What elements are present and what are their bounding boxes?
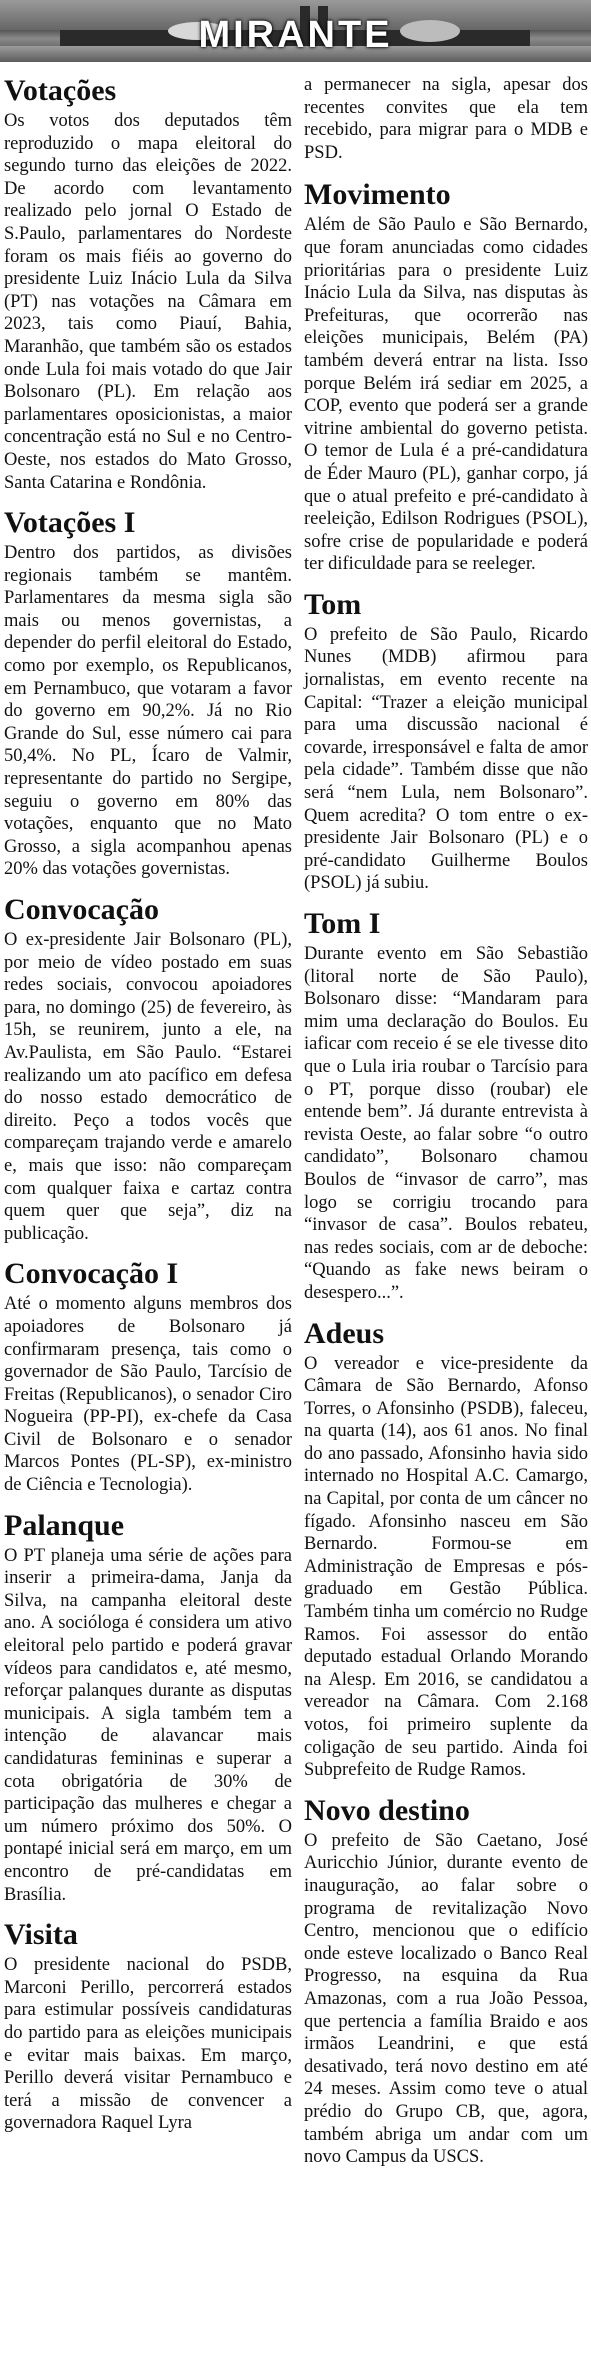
news-heading: Novo destino	[304, 1793, 470, 1827]
column-title: MIRANTE	[198, 14, 393, 56]
news-body: Dentro dos partidos, as divisões regionais também se mantêm. Parlamentares da mesma sigla são mais ou menos governistas, a depender do perfil eleitoral do Estado, como por exemplo, os Republicanos, em Pernambuco, que votaram a favor do governo em 90,2%. Já no Rio Grande do Sul, esse número cai para 50,4%. No PL, Ícaro de Valmir, representante do partido no Sergipe, seguiu o governo em 80% das votações, enquanto que no Mato Grosso, a sigla acompanhou apenas 20% das votações governistas.	[4, 543, 292, 880]
news-body: a permanecer na sigla, apesar dos recentes convites que ela tem recebido, para migrar para o MDB e PSD.	[304, 75, 588, 163]
news-body: O presidente nacional do PSDB, Marconi Perillo, percorrerá estados para estimular possíveis candidaturas do partido para as eleições municipais e evitar mais baixas. Em março, Perillo deverá visitar Pernambuco e terá a missão de convencer a governadora Raquel Lyra	[4, 1955, 292, 2134]
news-body: O PT planeja uma série de ações para inserir a primeira-dama, Janja da Silva, na campanha eleitoral deste ano. A socióloga é considera um ativo eleitoral pelo partido e poderá gravar vídeos para candidatos e, até mesmo, reforçar palanques durante as disputas municipais. A sigla também tem a intenção de alavancar mais candidaturas femininas e superar a cota obrigatória de 30% de participação das mulheres e chegar a um número próximo dos 50%. O pontapé inicial será em março, em um encontro de pré-candidatas em Brasília.	[4, 1545, 292, 1905]
news-item	[304, 907, 588, 1305]
news-item	[304, 588, 588, 895]
news-body: O prefeito de São Caetano, José Auricchio Júnior, durante evento de inauguração, ao falar sobre o programa de revitalização Novo Centro, mencionou que o edifício onde esteve localizado o Banco Real Progresso, na esquina da Rua Amazonas, com a rua João Pessoa, que pertencia a família Braido e aos irmãos Leandrini, e que está desativado, terá novo destino em até 24 meses. Assim como teve o atual prédio do Grupo CB, que, agora, também abriga um andar com um novo Campus da USCS.	[304, 1830, 588, 2168]
news-item	[4, 893, 292, 1245]
news-item	[4, 1257, 292, 1496]
news-body: Até o momento alguns membros dos apoiadores de Bolsonaro já confirmaram presença, tais como o governador de São Paulo, Tarcísio de Freitas (Republicanos), o senador Ciro Nogueira (PP-PI), ex-chefe da Casa Civil de Bolsonaro e o senador Marcos Pontes (PL-SP), ex-ministro de Ciência e Tecnologia).	[4, 1294, 292, 1496]
news-heading: Votações	[4, 74, 117, 107]
right-column	[304, 68, 588, 2181]
news-heading: Votações I	[4, 506, 136, 540]
news-item	[304, 178, 588, 576]
news-body: Durante evento em São Sebastião (litoral norte de São Paulo), Bolsonaro disse: “Mandaram para mim uma declaração do Boulos. Eu iaficar com receio é se ele tivesse dito que o Lula iria roubar o Tarcísio para o PT, porque disso (roubar) ele entende bem”. Já durante entrevista à revista Oeste, ao falar sobre “o outro candidato”, Bolsonaro chamou Boulos de “invasor de carro”, mas logo se corrigiu trocando para “invasor de casa”. Boulos rebateu, nas redes sociais, com ar de deboche: “Quando as fake news beiram o desespero...”.	[304, 944, 588, 1303]
news-item	[304, 1794, 588, 2169]
news-heading: Convocação	[4, 893, 159, 926]
news-item	[4, 1918, 292, 2135]
news-item-continuation	[304, 74, 588, 164]
news-item	[4, 74, 292, 494]
news-item	[4, 506, 292, 881]
news-heading: Visita	[4, 1918, 78, 1952]
news-heading: Palanque	[4, 1508, 125, 1542]
news-heading: Adeus	[304, 1316, 385, 1350]
news-body: Os votos dos deputados têm reproduzido o mapa eleitoral do segundo turno das eleições de 2022. De acordo com levantamento realizado pelo jornal O Estado de S.Paulo, parlamentares do Nordeste foram os mais fiéis ao governo do presidente Luiz Inácio Lula da Silva (PT) nas votações na Câmara em 2023, tais como Piauí, Bahia, Maranhão, que também são os estados onde Lula foi mais votado do que Jair Bolsonaro (PL). Em relação aos parlamentares oposicionistas, a maior concentração está no Sul e no Centro-Oeste, nos estados do Mato Grosso, Santa Catarina e Rondônia.	[4, 111, 292, 493]
news-item	[4, 1509, 292, 1907]
news-item	[304, 1317, 588, 1782]
column-header-banner	[0, 0, 591, 62]
news-body: O prefeito de São Paulo, Ricardo Nunes (MDB) afirmou para jornalistas, em evento recente na Capital: “Trazer a eleição municipal para uma discussão nacional é covarde, irresponsável e falta de amor pela cidade”. Também disse que não será “nem Lula, nem Bolsonaro”. Quem acredita? O tom entre o ex-presidente Jair Bolsonaro (PL) e o pré-candidato Guilherme Boulos (PSOL) já subiu.	[304, 624, 588, 894]
news-heading: Movimento	[304, 178, 451, 212]
left-column	[4, 68, 292, 2147]
news-heading: Convocação I	[4, 1257, 179, 1291]
news-body: O vereador e vice-presidente da Câmara de São Bernardo, Afonso Torres, o Afonsinho (PSDB), faleceu, na quarta (14), aos 61 anos. No final do ano passado, Afonsinho havia sido internado no Hospital A.C. Camargo, na Capital, por conta de um câncer no fígado. Afonsinho nasceu em São Bernardo. Formou-se em Administração de Empresas e pós-graduado em Gestão Pública. Também tinha um comércio no Rudge Ramos. Foi assessor do então deputado estadual Orlando Morando na Alesp. Em 2016, se candidatou a vereador na Câmara. Com 2.168 votos, foi primeiro suplente da coligação de seu partido. Ainda foi Subprefeito de Rudge Ramos.	[304, 1353, 588, 1781]
news-body: Além de São Paulo e São Bernardo, que foram anunciadas como cidades prioritárias para o presidente Luiz Inácio Lula da Silva, nas disputas às Prefeituras, que ocorrerão nas eleições municipais, Belém (PA) também deverá entrar na lista. Isso porque Belém irá sediar em 2025, a COP, evento que poderá ser a grande vitrine ambiental do governo petista. O temor de Lula é a pré-candidatura de Éder Mauro (PL), ganhar corpo, já que o atual prefeito e pré-candidato à reeleição, Edilson Rodrigues (PSOL), sofre crise de popularidade e poderá ter dificuldade para se reeleger.	[304, 215, 588, 575]
news-body: O ex-presidente Jair Bolsonaro (PL), por meio de vídeo postado em suas redes sociais, convocou apoiadores para, no domingo (25) de fevereiro, às 15h, se reunirem, junto a ele, na Av.Paulista, em São Paulo. “Estarei realizando um ato pacífico em defesa do nosso estado democrático de direito. Peço a todos vocês que compareçam trajando verde e amarelo e, mais que isso: não compareçam com qualquer faixa e cartaz contra quem quer que seja”, diz na publicação.	[4, 930, 292, 1244]
news-heading: Tom	[304, 587, 362, 621]
news-heading: Tom I	[304, 907, 381, 940]
